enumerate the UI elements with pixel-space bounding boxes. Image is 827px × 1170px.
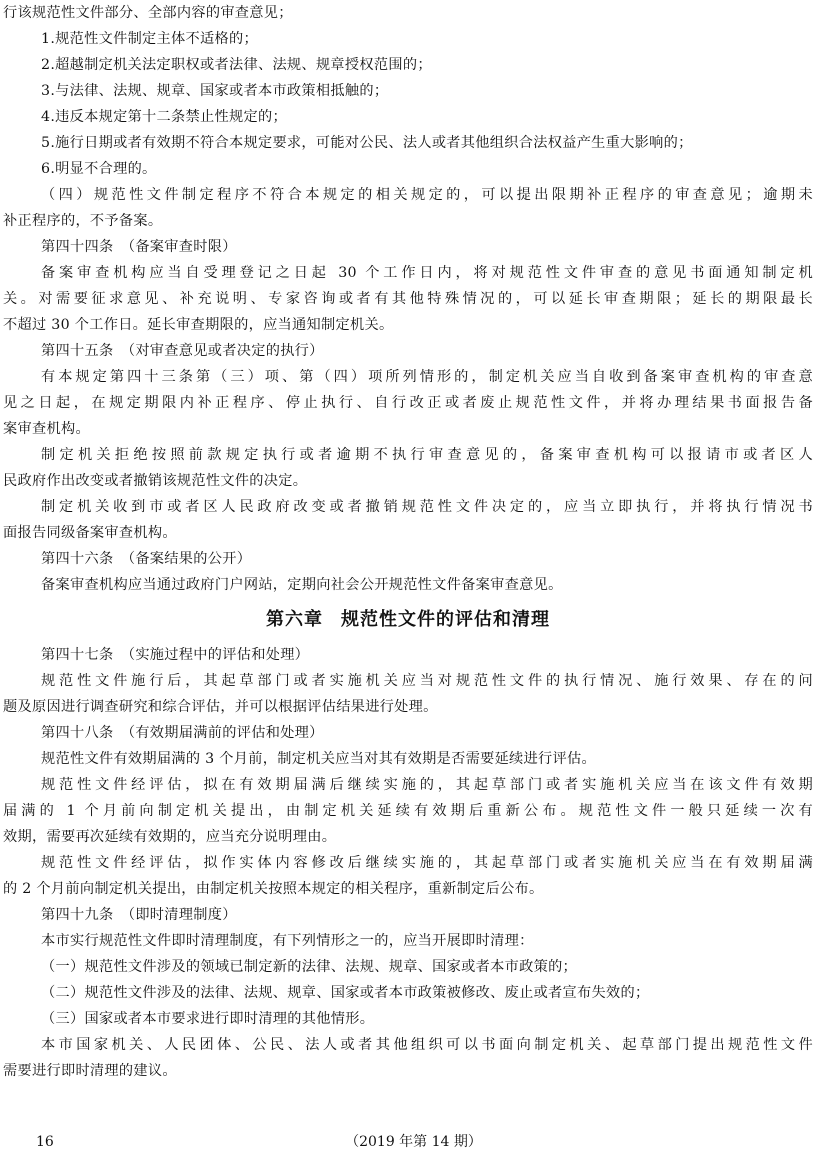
- text-line: 第四十七条 （实施过程中的评估和处理）: [41, 647, 310, 663]
- text-line: 第四十九条 （即时清理制度）: [41, 907, 237, 923]
- page-footer: [0, 1131, 827, 1153]
- text-line: 制定机关拒绝按照前款规定执行或者逾期不执行审查意见的，备案审查机构可以报请市或者区人: [41, 447, 813, 463]
- text-line: 备案审查机构应当通过政府门户网站，定期向社会公开规范性文件备案审查意见。: [41, 577, 563, 593]
- text-line: 规范性文件有效期届满的 3 个月前，制定机关应当对其有效期是否需要延续进行评估。: [41, 751, 596, 767]
- text-line: 面报告同级备案审查机构。: [3, 525, 177, 541]
- text-line: （二）规范性文件涉及的法律、法规、规章、国家或者本市政策被修改、废止或者宣布失效的；: [41, 985, 650, 1001]
- section-articles-43-46: [3, 0, 813, 598]
- text-line: 行该规范性文件部分、全部内容的审查意见；: [3, 5, 293, 21]
- chapter-number: 第六章: [266, 609, 323, 630]
- text-line: 题及原因进行调查研究和综合评估，并可以根据评估结果进行处理。: [3, 699, 438, 715]
- text-line: 有本规定第四十三条第（三）项、第（四）项所列情形的，制定机关应当自收到备案审查机构的审查意: [41, 369, 813, 385]
- issue-label: （2019 年第 14 期）: [345, 1134, 482, 1150]
- text-line: 补正程序的，不予备案。: [3, 213, 163, 229]
- text-line: 关。对需要征求意见、补充说明、专家咨询或者有其他特殊情况的，可以延长审查期限；延长的期限最长: [3, 291, 813, 307]
- text-line: 不超过 30 个工作日。延长审查期限的，应当通知制定机关。: [3, 317, 394, 333]
- text-line: （三）国家或者本市要求进行即时清理的其他情形。: [41, 1011, 375, 1027]
- chapter-heading: [3, 598, 813, 642]
- chapter-title: 规范性文件的评估和清理: [341, 609, 550, 630]
- text-line: 1.规范性文件制定主体不适格的；: [41, 31, 258, 47]
- text-line: 规范性文件施行后，其起草部门或者实施机关应当对规范性文件的执行情况、施行效果、存在的问: [41, 673, 813, 689]
- text-line: 民政府作出改变或者撤销该规范性文件的决定。: [3, 473, 308, 489]
- text-line: 需要进行即时清理的建议。: [3, 1063, 177, 1079]
- text-line: 规范性文件经评估，拟作实体内容修改后继续实施的，其起草部门或者实施机关应当在有效期届满: [41, 855, 813, 871]
- text-line: 第四十八条 （有效期届满前的评估和处理）: [41, 725, 324, 741]
- text-line: 第四十五条 （对审查意见或者决定的执行）: [41, 343, 324, 359]
- text-line: 5.施行日期或者有效期不符合本规定要求，可能对公民、法人或者其他组织合法权益产生重大影响的；: [41, 135, 693, 151]
- text-line: 效期，需要再次延续有效期的，应当充分说明理由。: [3, 829, 337, 845]
- text-line: 第四十四条 （备案审查时限）: [41, 239, 237, 255]
- section-articles-47-49: [3, 642, 813, 1084]
- text-line: 3.与法律、法规、规章、国家或者本市政策相抵触的；: [41, 83, 389, 99]
- text-line: 届满的 1 个月前向制定机关提出，由制定机关延续有效期后重新公布。规范性文件一般只延续一次有: [3, 803, 813, 819]
- text-line: 6.明显不合理的。: [41, 161, 157, 177]
- page-body: [3, 0, 813, 1084]
- text-line: 案审查机构。: [3, 421, 90, 437]
- text-line: 2.超越制定机关法定职权或者法律、法规、规章授权范围的；: [41, 57, 432, 73]
- text-line: 本市国家机关、人民团体、公民、法人或者其他组织可以书面向制定机关、起草部门提出规范性文件: [41, 1037, 813, 1053]
- text-line: 4.违反本规定第十二条禁止性规定的；: [41, 109, 287, 125]
- text-line: 见之日起，在规定期限内补正程序、停止执行、自行改正或者废止规范性文件，并将办理结果书面报告备: [3, 395, 813, 411]
- text-line: 备案审查机构应当自受理登记之日起 30 个工作日内，将对规范性文件审查的意见书面通知制定机: [41, 265, 813, 281]
- page-number: 16: [36, 1134, 54, 1150]
- text-line: 第四十六条 （备案结果的公开）: [41, 551, 252, 567]
- text-line: 规范性文件经评估，拟在有效期届满后继续实施的，其起草部门或者实施机关应当在该文件有效期: [41, 777, 813, 793]
- text-line: （四）规范性文件制定程序不符合本规定的相关规定的，可以提出限期补正程序的审查意见；逾期未: [41, 187, 813, 203]
- text-line: 制定机关收到市或者区人民政府改变或者撤销规范性文件决定的，应当立即执行，并将执行情况书: [41, 499, 813, 515]
- text-line: 本市实行规范性文件即时清理制度，有下列情形之一的，应当开展即时清理：: [41, 933, 534, 949]
- text-line: 的 2 个月前向制定机关提出，由制定机关按照本规定的相关程序，重新制定后公布。: [3, 881, 544, 897]
- text-line: （一）规范性文件涉及的领域已制定新的法律、法规、规章、国家或者本市政策的；: [41, 959, 578, 975]
